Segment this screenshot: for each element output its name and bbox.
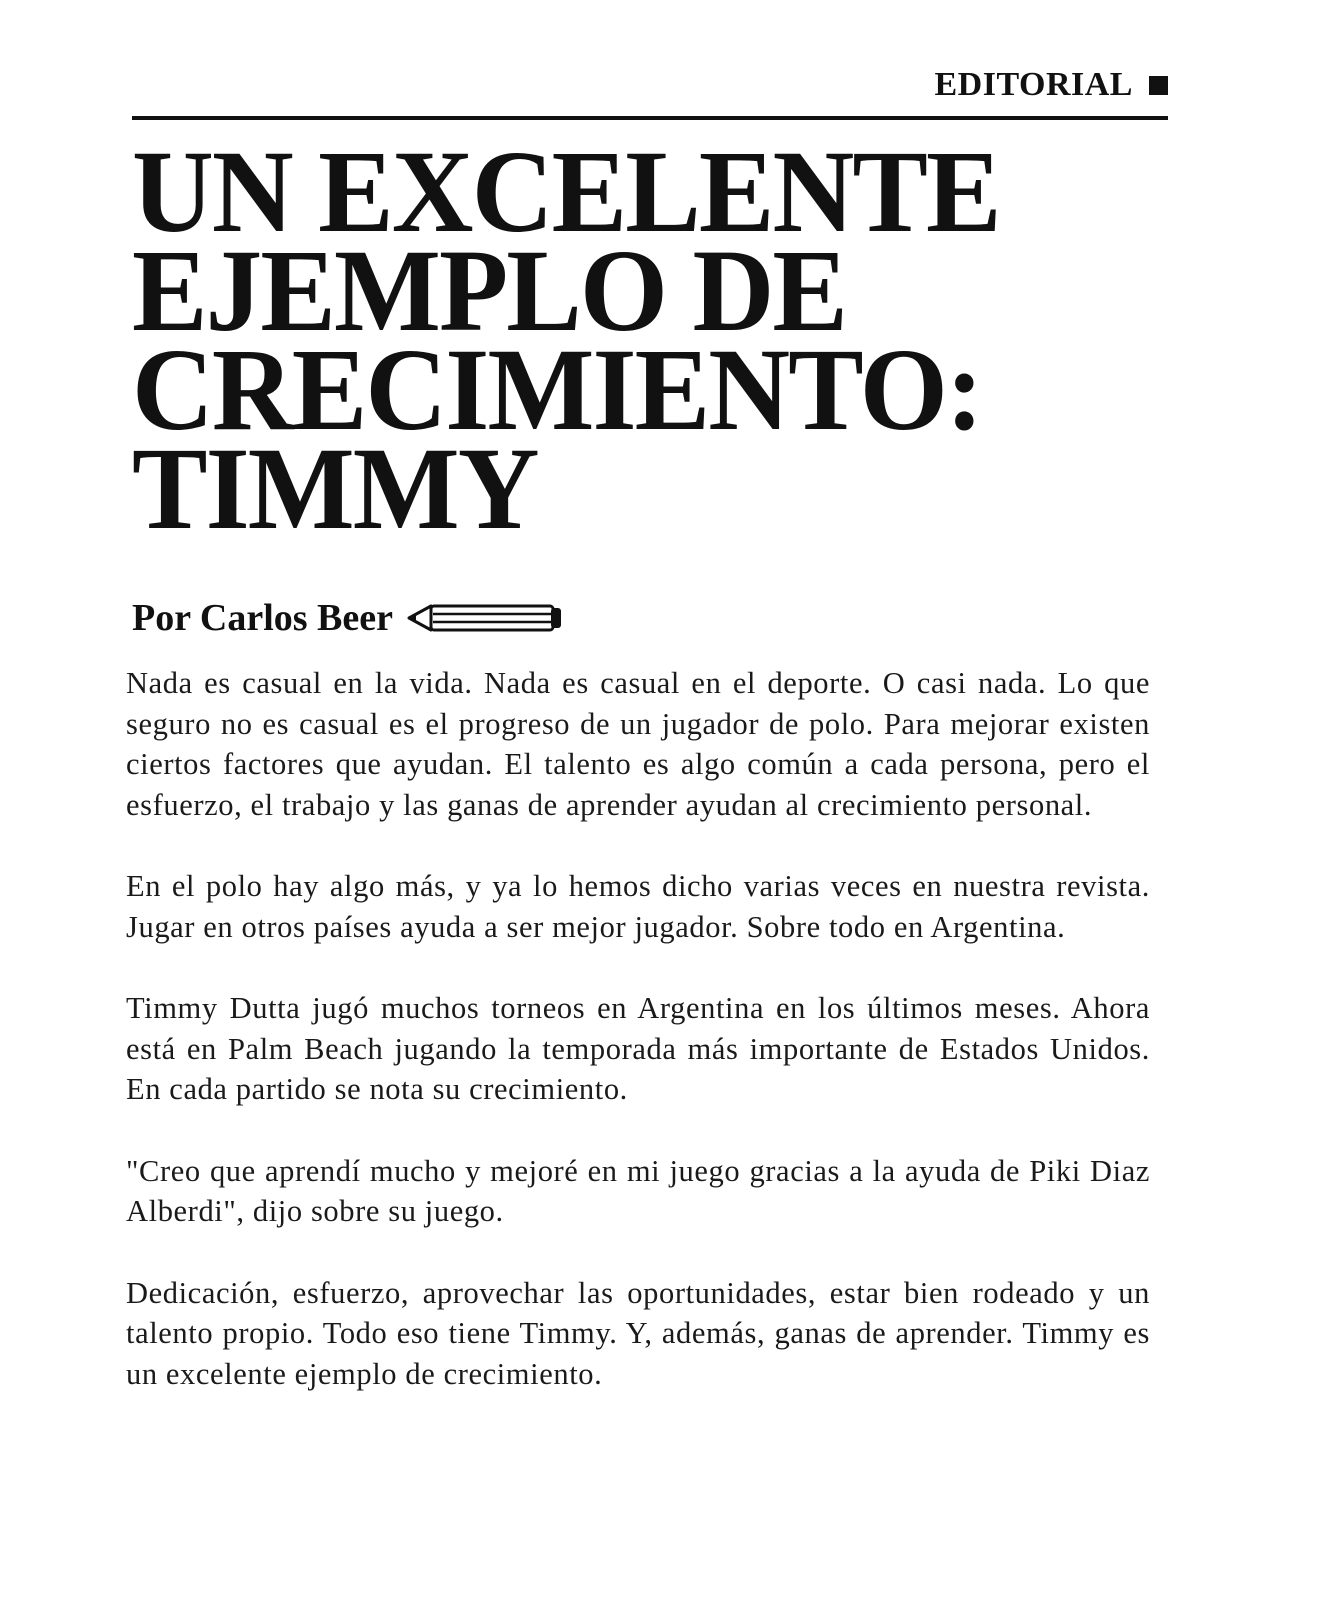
headline-line: EJEMPLO DE	[132, 225, 847, 356]
article-body	[126, 663, 1150, 1435]
byline	[132, 596, 565, 640]
byline-author: Por Carlos Beer	[132, 597, 393, 639]
paragraph: Nada es casual en la vida. Nada es casual en el deporte. O casi nada. Lo que seguro no es casual es el progreso de un jugador de polo. Para mejorar existen ciertos factores que ayudan. El talento es algo común a cada persona, pero el esfuerzo, el trabajo y las ganas de aprender ayudan al crecimiento personal.	[126, 666, 1150, 822]
square-icon	[1149, 76, 1168, 95]
article-headline	[132, 126, 1127, 554]
headline-line: CRECIMIENTO:	[132, 324, 982, 455]
paragraph: Dedicación, esfuerzo, aprovechar las oportunidades, estar bien rodeado y un talento propio. Todo eso tiene Timmy. Y, además, ganas de aprender. Timmy es un excelente ejemplo de crecimiento.	[126, 1275, 1150, 1391]
paragraph: Timmy Dutta jugó muchos torneos en Argentina en los últimos meses. Ahora está en Palm Beach jugando la temporada más importante de Estados Unidos. En cada partido se nota su crecimiento.	[126, 991, 1150, 1106]
section-header	[935, 60, 1169, 110]
headline-line: TIMMY	[132, 423, 538, 554]
editorial-page	[126, 0, 1168, 1600]
headline-line: UN EXCELENTE	[132, 126, 1000, 257]
paragraph: En el polo hay algo más, y ya lo hemos dicho varias veces en nuestra revista. Jugar en otros países ayuda a ser mejor jugador. Sobre todo en Argentina.	[126, 869, 1150, 944]
paragraph: "Creo que aprendí mucho y mejoré en mi juego gracias a la ayuda de Piki Diaz Alberdi", dijo sobre su juego.	[126, 1153, 1150, 1228]
header-divider	[132, 116, 1168, 120]
section-label: EDITORIAL	[934, 66, 1133, 103]
pencil-icon	[405, 601, 565, 635]
